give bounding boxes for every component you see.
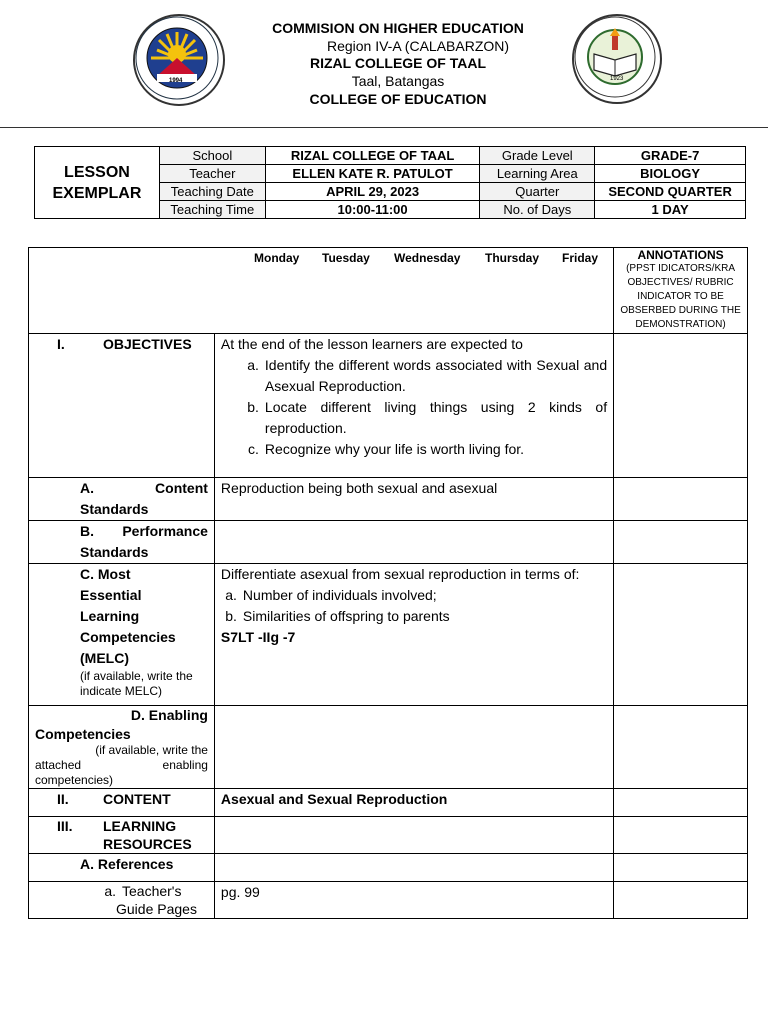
- content-label: II. CONTENT: [29, 789, 215, 817]
- objectives-label-cell: [29, 334, 215, 478]
- objectives-annotation-cell: [614, 334, 748, 478]
- enabling-row: [29, 706, 748, 789]
- content-standards-value: Reproduction being both sexual and asexual: [214, 478, 613, 521]
- content-standards-annotation: [614, 478, 748, 521]
- content-value: Asexual and Sexual Reproduction: [214, 789, 613, 817]
- days-header-cell: [29, 248, 614, 334]
- lesson-plan-table: [28, 247, 748, 919]
- learning-resources-annotation: [614, 817, 748, 854]
- teachers-guide-value: pg. 99: [214, 882, 613, 919]
- info-label: No. of Days: [480, 201, 595, 219]
- info-value: GRADE-7: [595, 147, 746, 165]
- info-value: ELLEN KATE R. PATULOT: [265, 165, 480, 183]
- rct-seal-year: 1923: [610, 76, 624, 82]
- references-label: A. References: [29, 854, 215, 882]
- day-friday: Friday: [562, 251, 599, 265]
- content-standards-label: A. Content Standards: [29, 478, 215, 521]
- melc-row: [29, 564, 748, 706]
- melc-content: [214, 564, 613, 706]
- melc-annotation: [614, 564, 748, 706]
- info-label: Learning Area: [480, 165, 595, 183]
- day-monday: Monday: [254, 251, 300, 265]
- melc-note: (if available, write the indicate MELC): [80, 669, 193, 698]
- performance-standards-value: [214, 521, 613, 564]
- melc-item: b. Similarities of offspring to parents: [225, 608, 450, 624]
- objectives-label: OBJECTIVES: [103, 336, 192, 352]
- info-row: [35, 147, 746, 165]
- learning-resources-row: [29, 817, 748, 854]
- lesson-info-table: [34, 146, 746, 219]
- ched-seal-year: 1994: [169, 78, 183, 84]
- references-row: [29, 854, 748, 882]
- info-label: Teaching Date: [159, 183, 265, 201]
- lesson-exemplar-title: LESSON EXEMPLAR: [35, 147, 160, 219]
- performance-standards-row: [29, 521, 748, 564]
- objectives-number: I.: [57, 336, 65, 352]
- content-row: [29, 789, 748, 817]
- learning-resources-label: III. LEARNING RESOURCES: [29, 817, 215, 854]
- info-value: 10:00-11:00: [265, 201, 480, 219]
- header-college: RIZAL COLLEGE OF TAAL: [309, 55, 487, 71]
- melc-label: C. Most Essential Learning Competencies (MELC) (if available, write the indicate MELC): [29, 564, 215, 706]
- objective-item: a. Identify the different words associated with Sexual and Asexual Reproduction.: [247, 357, 608, 394]
- teachers-guide-annotation: [614, 882, 748, 919]
- header-commission: COMMISION ON HIGHER EDUCATION: [272, 20, 524, 36]
- enabling-annotation: [614, 706, 748, 789]
- info-value: RIZAL COLLEGE OF TAAL: [265, 147, 480, 165]
- header-divider: [0, 127, 768, 128]
- annotations-subheading: (PPST IDICATORS/KRA OBJECTIVES/ RUBRIC INDICATOR TO BE OBSERBED DURING THE DEMONSTRATION): [620, 263, 741, 330]
- info-value: 1 DAY: [595, 201, 746, 219]
- objectives-intro: At the end of the lesson learners are expected to: [220, 336, 523, 352]
- learning-resources-value: [214, 817, 613, 854]
- header-location: Taal, Batangas: [351, 73, 445, 89]
- melc-code: S7LT -IIg -7: [220, 629, 296, 645]
- objective-item: c. Recognize why your life is worth living for.: [248, 441, 525, 457]
- info-label: Quarter: [480, 183, 595, 201]
- enabling-value: [214, 706, 613, 789]
- header-department: COLLEGE OF EDUCATION: [309, 91, 487, 107]
- melc-intro: Differentiate asexual from sexual reproduction in terms of:: [220, 566, 580, 582]
- objectives-row: [29, 334, 748, 478]
- annotations-header: [614, 248, 748, 334]
- melc-item: a. Number of individuals involved;: [225, 587, 437, 603]
- references-annotation: [614, 854, 748, 882]
- header-region: Region IV-A (CALABARZON): [326, 38, 510, 54]
- annotations-heading: ANNOTATIONS: [637, 248, 724, 262]
- content-annotation: [614, 789, 748, 817]
- info-value: SECOND QUARTER: [595, 183, 746, 201]
- content-standards-row: [29, 478, 748, 521]
- day-wednesday: Wednesday: [394, 251, 461, 265]
- objective-item: b. Locate different living things using 2 kinds of reproduction.: [247, 399, 608, 436]
- performance-standards-label: B. Performance Standards: [29, 521, 215, 564]
- info-label: Teaching Time: [159, 201, 265, 219]
- info-label: Teacher: [159, 165, 265, 183]
- teachers-guide-label: a. Teacher's Guide Pages: [29, 882, 215, 919]
- references-value: [214, 854, 613, 882]
- enabling-label: D. Enabling Competencies (if available, write the attached enabling competencies): [29, 706, 215, 789]
- info-value: BIOLOGY: [595, 165, 746, 183]
- day-thursday: Thursday: [485, 251, 540, 265]
- days-header-row: [29, 248, 748, 334]
- info-value: APRIL 29, 2023: [265, 183, 480, 201]
- day-tuesday: Tuesday: [322, 251, 370, 265]
- performance-standards-annotation: [614, 521, 748, 564]
- info-label: School: [159, 147, 265, 165]
- info-label: Grade Level: [480, 147, 595, 165]
- teachers-guide-row: [29, 882, 748, 919]
- objectives-content-cell: [214, 334, 613, 478]
